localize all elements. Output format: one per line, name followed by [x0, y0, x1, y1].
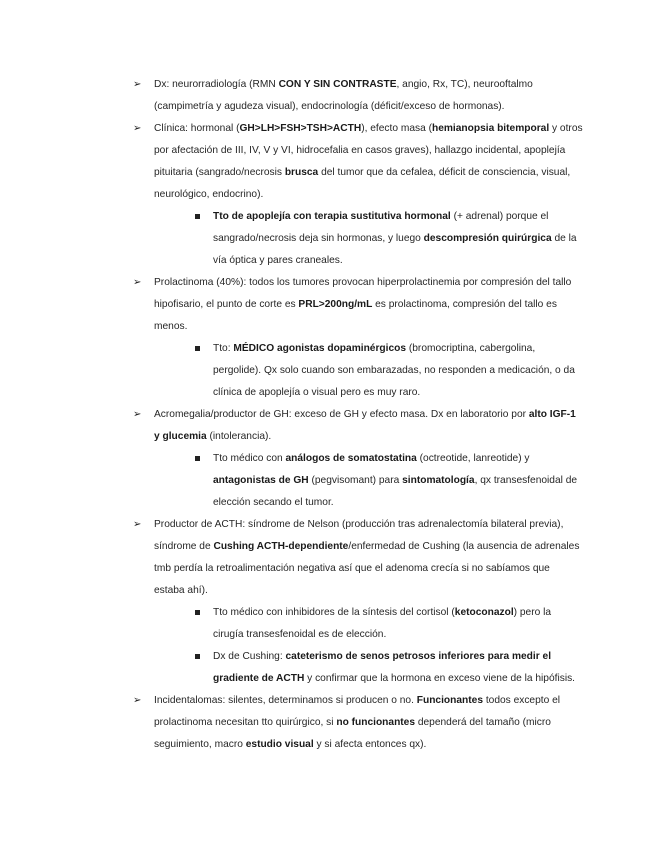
text-run: ), efecto masa ( — [361, 123, 432, 134]
text-run: Tto médico con inhibidores de la síntesis del cortisol ( — [213, 607, 455, 618]
bold-text: GH>LH>FSH>TSH>ACTH — [239, 123, 362, 134]
sub-bullet-item — [193, 646, 583, 690]
text-run: de la vía óptica y pares craneales. — [213, 233, 577, 266]
sub-bullet-text — [213, 651, 575, 684]
sub-bullet-text — [213, 607, 551, 640]
text-run: Dx: neurorradiología (RMN — [154, 79, 279, 90]
bold-text: estudio visual — [245, 739, 314, 750]
bullet-item — [133, 272, 583, 404]
bold-text: ketoconazol — [454, 607, 514, 618]
sub-bullet-text — [213, 453, 577, 508]
text-run: y otros por afectación de III, IV, V y VI, hidrocefalia en casos graves), hallazgo incidental, apoplejía pituitaria (sangrado/necrosis — [154, 123, 583, 178]
text-run: todos excepto el prolactinoma necesitan tto quirúrgico, si — [154, 695, 561, 728]
text-run: Tto médico con — [213, 453, 286, 464]
text-run: Clínica: hormonal ( — [154, 123, 240, 134]
text-run: Dx de Cushing: — [213, 651, 286, 662]
square-bullet-icon — [195, 456, 200, 461]
bold-text: brusca — [284, 167, 319, 178]
text-run: , angio, Rx, TC), neurooftalmo (campimetría y agudeza visual), endocrinología (déficit/exceso de hormonas). — [154, 79, 533, 112]
bullet-item — [133, 514, 583, 690]
text-run: (intolerancia). — [206, 431, 272, 442]
square-bullet-icon — [195, 214, 200, 219]
text-run: Acromegalia/productor de GH: exceso de GH y efecto masa. Dx en laboratorio por — [154, 409, 529, 420]
sub-bullet-list — [154, 338, 583, 404]
bold-text: PRL>200ng/mL — [298, 299, 373, 310]
text-run: y confirmar que la hormona en exceso viene de la hipófisis. — [304, 673, 576, 684]
square-bullet-icon — [195, 654, 200, 659]
text-run: dependerá del tamaño (micro seguimiento, macro — [154, 717, 551, 750]
bullet-item — [133, 118, 583, 272]
arrow-bullet-icon: ➢ — [133, 123, 142, 134]
text-run: , qx transesfenoidal de elección secando el tumor. — [213, 475, 578, 508]
bold-text: sintomatología — [402, 475, 475, 486]
bullet-list — [133, 74, 583, 756]
bullet-text — [154, 695, 560, 750]
sub-bullet-item — [193, 602, 583, 646]
text-run: del tumor que da cefalea, déficit de consciencia, visual, neurológico, endocrino). — [154, 167, 571, 200]
bold-text: descompresión quirúrgica — [423, 233, 552, 244]
bold-text: Tto de apoplejía con terapia sustitutiva hormonal — [213, 211, 451, 222]
text-run: ) pero la cirugía transesfenoidal es de elección. — [213, 607, 552, 640]
bold-text: cateterismo de senos petrosos inferiores para medir el gradiente de ACTH — [213, 651, 552, 684]
bold-text: no funcionantes — [336, 717, 416, 728]
bullet-item — [133, 74, 583, 118]
text-run: (bromocriptina, cabergolina, pergolide). Qx solo cuando son embarazadas, no responden a medicación, o da clínica de apoplejía o visual pero es muy raro. — [213, 343, 575, 398]
arrow-bullet-icon: ➢ — [133, 519, 142, 530]
bullet-text — [154, 79, 533, 112]
bold-text: alto IGF-1 y glucemia — [154, 409, 576, 442]
sub-bullet-list — [154, 448, 583, 514]
text-run: Tto: — [213, 343, 234, 354]
sub-bullet-text — [213, 211, 577, 266]
bold-text: antagonistas de GH — [213, 475, 309, 486]
bullet-text — [154, 277, 571, 332]
bullet-item — [133, 690, 583, 756]
text-run: /enfermedad de Cushing (la ausencia de adrenales tmb perdía la retroalimentación negativa así que el adenoma crecía si no sabíamos que estaba ahí). — [154, 541, 580, 596]
text-run: (octreotide, lanreotide) y — [416, 453, 530, 464]
square-bullet-icon — [195, 346, 200, 351]
bullet-text — [154, 123, 583, 200]
bold-text: Cushing ACTH-dependiente — [213, 541, 349, 552]
sub-bullet-item — [193, 206, 583, 272]
sub-bullet-list — [154, 206, 583, 272]
arrow-bullet-icon: ➢ — [133, 409, 142, 420]
arrow-bullet-icon: ➢ — [133, 695, 142, 706]
text-run: Prolactinoma (40%): todos los tumores provocan hiperprolactinemia por compresión del tallo hipofisario, el punto de corte es — [154, 277, 572, 310]
bold-text: análogos de somatostatina — [285, 453, 417, 464]
sub-bullet-text — [213, 343, 575, 398]
sub-bullet-list — [154, 602, 583, 690]
arrow-bullet-icon: ➢ — [133, 79, 142, 90]
text-run: Productor de ACTH: síndrome de Nelson (producción tras adrenalectomía bilateral previa), síndrome de — [154, 519, 564, 552]
text-run: Incidentalomas: silentes, determinamos si producen o no. — [154, 695, 417, 706]
notes-content — [133, 74, 583, 756]
bullet-text — [154, 409, 576, 442]
text-run: y si afecta entonces qx). — [313, 739, 427, 750]
bullet-text — [154, 519, 579, 596]
sub-bullet-item — [193, 338, 583, 404]
arrow-bullet-icon: ➢ — [133, 277, 142, 288]
bold-text: MÉDICO agonistas dopaminérgicos — [233, 343, 407, 354]
sub-bullet-item — [193, 448, 583, 514]
bullet-item — [133, 404, 583, 514]
bold-text: hemianopsia bitemporal — [431, 123, 550, 134]
text-run: es prolactinoma, compresión del tallo es menos. — [154, 299, 557, 332]
bold-text: Funcionantes — [416, 695, 483, 706]
square-bullet-icon — [195, 610, 200, 615]
bold-text: CON Y SIN CONTRASTE — [278, 79, 397, 90]
text-run: (pegvisomant) para — [308, 475, 403, 486]
text-run: (+ adrenal) porque el sangrado/necrosis deja sin hormonas, y luego — [213, 211, 549, 244]
